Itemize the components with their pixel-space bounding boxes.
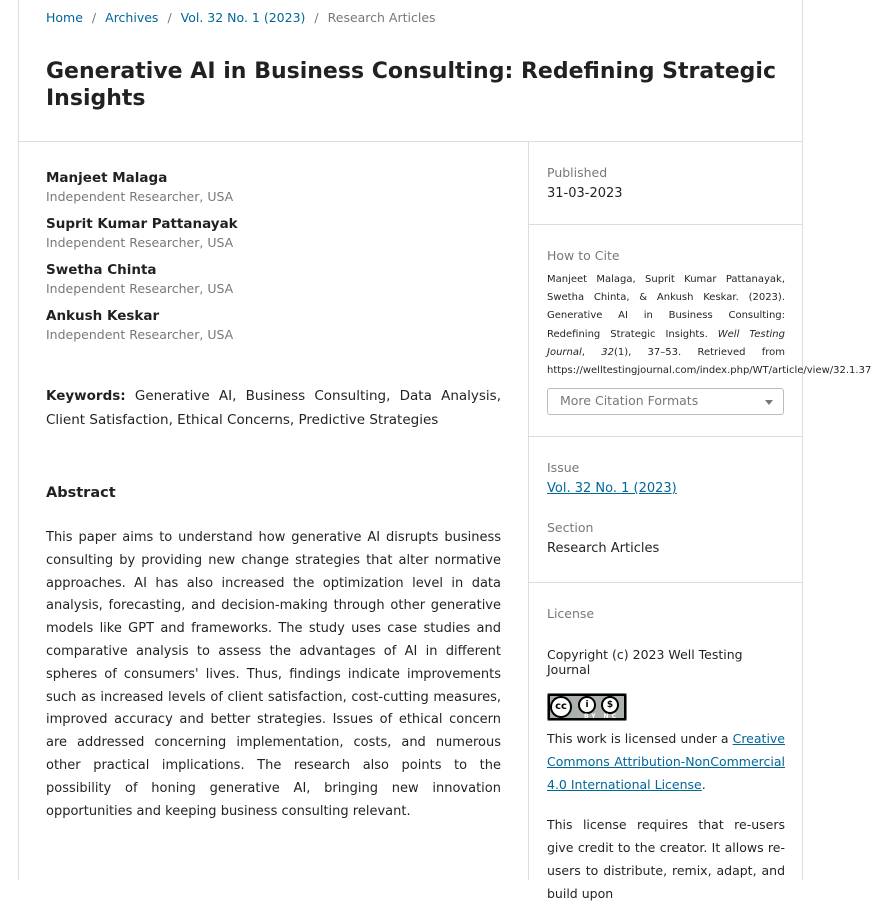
citation-rest: (1), 37–53. Retrieved from https://welltestingjournal.com/index.php/WT/article/view/32.1.37 [547, 346, 871, 377]
how-to-cite-block [529, 225, 871, 437]
published-label: Published [547, 165, 608, 180]
license-link[interactable]: Creative Commons Attribution-NonCommercial 4.0 International License [547, 731, 785, 792]
citation-formats-label: More Citation Formats [560, 393, 699, 409]
page-title: Generative AI in Business Consulting: Redefining Strategic Insights [46, 59, 776, 111]
author-affiliation: Independent Researcher, USA [46, 235, 234, 250]
license-suffix: . [701, 776, 706, 792]
breadcrumb-separator: / [167, 10, 172, 25]
article-sidebar [528, 141, 871, 901]
attribution-icon: i [578, 696, 596, 714]
breadcrumb-archives-link[interactable]: Archives [105, 10, 159, 25]
keywords-label: Keywords: [46, 388, 126, 404]
keywords-value: Generative AI, Business Consulting, Data Analysis, Client Satisfaction, Ethical Concerns, Predictive Strategies [46, 388, 501, 428]
author-name: Suprit Kumar Pattanayak [46, 216, 238, 232]
breadcrumb-home-link[interactable]: Home [46, 10, 83, 25]
chevron-down-icon [765, 400, 773, 405]
breadcrumb-separator: / [91, 10, 97, 25]
breadcrumb-issue-link[interactable]: Vol. 32 No. 1 (2023) [180, 10, 306, 25]
license-requirements: This license requires that re-users give credit to the creator. It allows re-users to distribute, remix, adapt, and build upon [547, 817, 785, 901]
article-main [46, 169, 501, 823]
author-name: Manjeet Malaga [46, 170, 168, 186]
how-to-cite-label: How to Cite [547, 248, 620, 263]
citation-volume: 32 [601, 346, 614, 358]
author-item [46, 215, 501, 252]
copyright-text: Copyright (c) 2023 Well Testing Journal [547, 647, 743, 677]
author-item [46, 307, 501, 344]
citation-formats-dropdown[interactable] [547, 388, 784, 415]
citation-text: Manjeet Malaga, Suprit Kumar Pattanayak, Swetha Chinta, & Ankush Keskar. (2023). Generative AI in Business Consulting: Redefining Strategic Insights. Well Testing Journal, 32(1), 37–53. Retrieved from https://welltestingjournal.com/index.php/WT/article/view/32.1.37 [547, 274, 871, 377]
author-affiliation: Independent Researcher, USA [46, 189, 234, 204]
citation-main: Manjeet Malaga, Suprit Kumar Pattanayak, Swetha Chinta, & Ankush Keskar. (2023). Generative AI in Business Consulting: Redefining Strategic Insights. [547, 274, 785, 340]
license-label: License [547, 606, 595, 621]
article-page [18, 0, 871, 901]
section-label: Section [547, 520, 594, 535]
author-item [46, 261, 501, 298]
breadcrumb [46, 10, 436, 25]
published-block [529, 141, 803, 225]
section-value: Research Articles [547, 541, 660, 556]
author-affiliation: Independent Researcher, USA [46, 327, 234, 342]
author-list [46, 169, 501, 344]
breadcrumb-current: Research Articles [327, 10, 436, 25]
issue-link[interactable]: Vol. 32 No. 1 (2023) [547, 481, 677, 496]
keywords [46, 384, 501, 432]
author-affiliation: Independent Researcher, USA [46, 281, 234, 296]
issue-section-block [529, 437, 803, 583]
published-date: 31-03-2023 [547, 186, 623, 201]
cc-license-badge[interactable] [547, 693, 627, 721]
author-name: Ankush Keskar [46, 308, 160, 324]
abstract-heading: Abstract [46, 485, 116, 501]
breadcrumb-separator: / [314, 10, 319, 25]
citation-journal: Well Testing Journal [547, 328, 785, 358]
author-item [46, 169, 501, 206]
license-statement [547, 728, 785, 796]
issue-label: Issue [547, 460, 580, 475]
license-block [529, 583, 803, 906]
cc-icon: cc [550, 696, 572, 718]
author-name: Swetha Chinta [46, 262, 157, 278]
abstract-text: This paper aims to understand how generative AI disrupts business consulting by providing new change strategies that alter normative approaches. AI has also increased the optimization level in data analysis, forecasting, and decision-making through other generative models like GPT and frameworks. The study uses case studies and comparative analysis to assess the advantages of AI in different spheres of consumers' lives. Thus, findings indicate improvements such as increased levels of client satisfaction, cost-cutting measures, improved accuracy and better strategies. Issues of ethical concern are addressed concerning implementation, costs, and numerous other practical implications. The research also points to the possibility of honing generative AI, bringing new innovation opportunities and keeping business consulting relevant. [46, 530, 501, 819]
license-prefix: This work is licensed under a [547, 731, 733, 746]
noncommercial-icon: $ [601, 696, 619, 714]
cc-badge-text: BY NC [584, 713, 620, 720]
